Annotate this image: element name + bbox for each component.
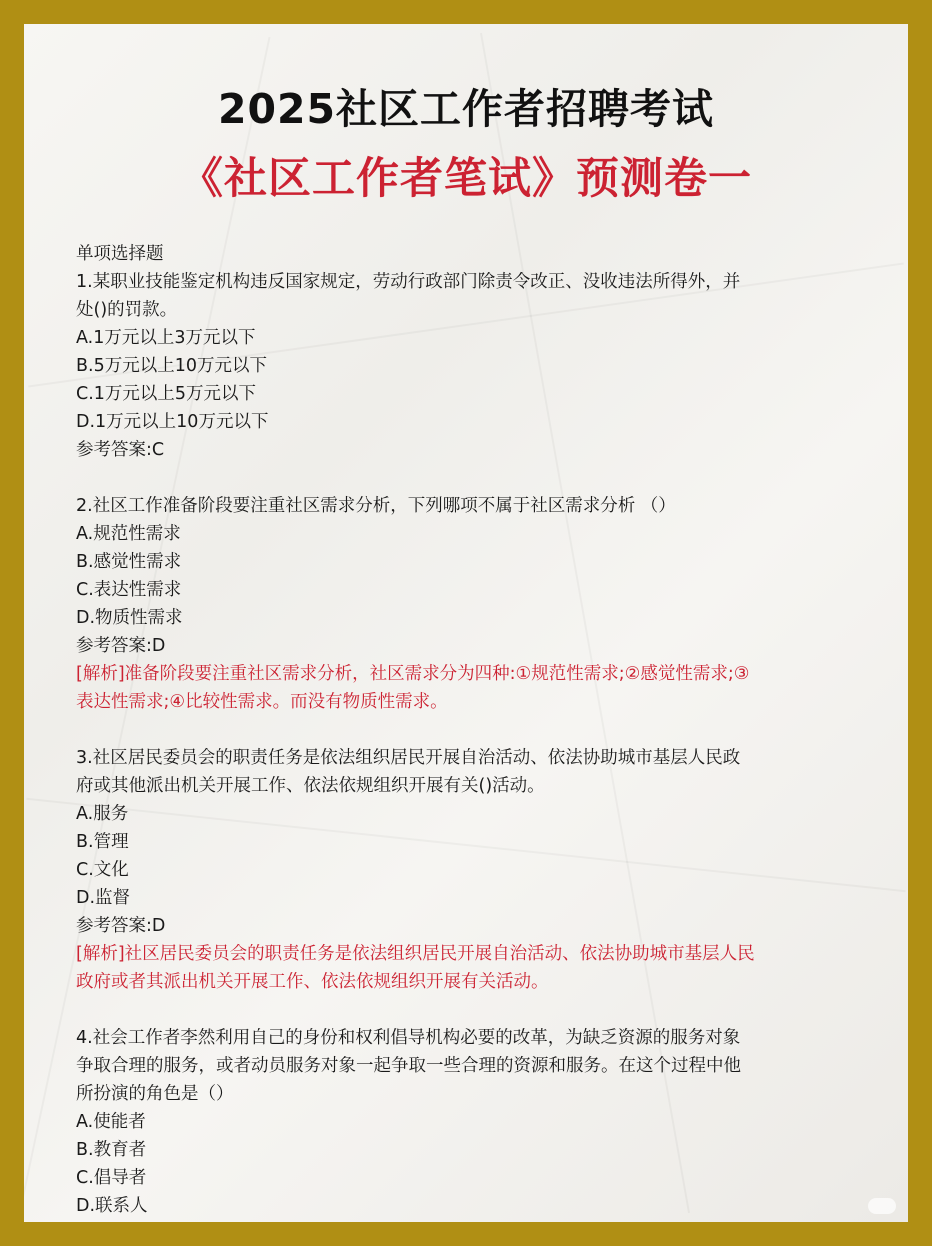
option-b: B.感觉性需求 — [76, 552, 182, 572]
option-c: C.文化 — [76, 860, 129, 880]
analysis: 表达性需求;④比较性需求。而没有物质性需求。 — [76, 692, 448, 712]
option-a: A.使能者 — [76, 1112, 146, 1132]
option-d: D.联系人 — [76, 1196, 148, 1216]
question-block — [76, 744, 866, 996]
question-stem: 4.社会工作者李然利用自己的身份和权利倡导机构必要的改革，为缺乏资源的服务对象 — [76, 1028, 741, 1048]
question-block — [76, 492, 866, 716]
spacer — [76, 464, 866, 492]
option-a: A.服务 — [76, 804, 129, 824]
question-stem: 所扮演的角色是（） — [76, 1084, 234, 1104]
answer: 参考答案:D — [76, 636, 166, 656]
question-list — [76, 240, 866, 1220]
analysis: [解析]准备阶段要注重社区需求分析，社区需求分为四种:①规范性需求;②感觉性需求;③ — [76, 664, 750, 684]
spacer — [76, 996, 866, 1024]
option-c: C.倡导者 — [76, 1168, 147, 1188]
question-stem: 府或其他派出机关开展工作、依法依规组织开展有关()活动。 — [76, 776, 545, 796]
watermark-logo — [868, 1198, 896, 1214]
option-c: C.1万元以上5万元以下 — [76, 384, 257, 404]
option-b: B.教育者 — [76, 1140, 147, 1160]
question-block — [76, 268, 866, 464]
page-subtitle: 《社区工作者笔试》预测卷一 — [180, 154, 752, 204]
option-c: C.表达性需求 — [76, 580, 182, 600]
option-d: D.监督 — [76, 888, 131, 908]
option-a: A.规范性需求 — [76, 524, 181, 544]
question-stem: 1.某职业技能鉴定机构违反国家规定，劳动行政部门除责令改正、没收违法所得外，并 — [76, 272, 741, 292]
page-title: 2025社区工作者招聘考试 — [217, 85, 715, 133]
question-stem: 处()的罚款。 — [76, 300, 178, 320]
answer: 参考答案:C — [76, 440, 165, 460]
option-b: B.5万元以上10万元以下 — [76, 356, 267, 376]
analysis: 政府或者其派出机关开展工作、依法依规组织开展有关活动。 — [76, 972, 549, 992]
question-stem: 争取合理的服务，或者动员服务对象一起争取一些合理的资源和服务。在这个过程中他 — [76, 1056, 741, 1076]
paper-sheet — [24, 24, 908, 1222]
answer: 参考答案:D — [76, 916, 166, 936]
option-d: D.1万元以上10万元以下 — [76, 412, 269, 432]
analysis: [解析]社区居民委员会的职责任务是依法组织居民开展自治活动、依法协助城市基层人民 — [76, 944, 755, 964]
section-title: 单项选择题 — [76, 244, 164, 264]
option-d: D.物质性需求 — [76, 608, 183, 628]
question-stem: 3.社区居民委员会的职责任务是依法组织居民开展自治活动、依法协助城市基层人民政 — [76, 748, 741, 768]
spacer — [76, 716, 866, 744]
question-block — [76, 1024, 866, 1220]
option-b: B.管理 — [76, 832, 129, 852]
question-stem: 2.社区工作准备阶段要注重社区需求分析，下列哪项不属于社区需求分析 （） — [76, 496, 676, 516]
option-a: A.1万元以上3万元以下 — [76, 328, 256, 348]
